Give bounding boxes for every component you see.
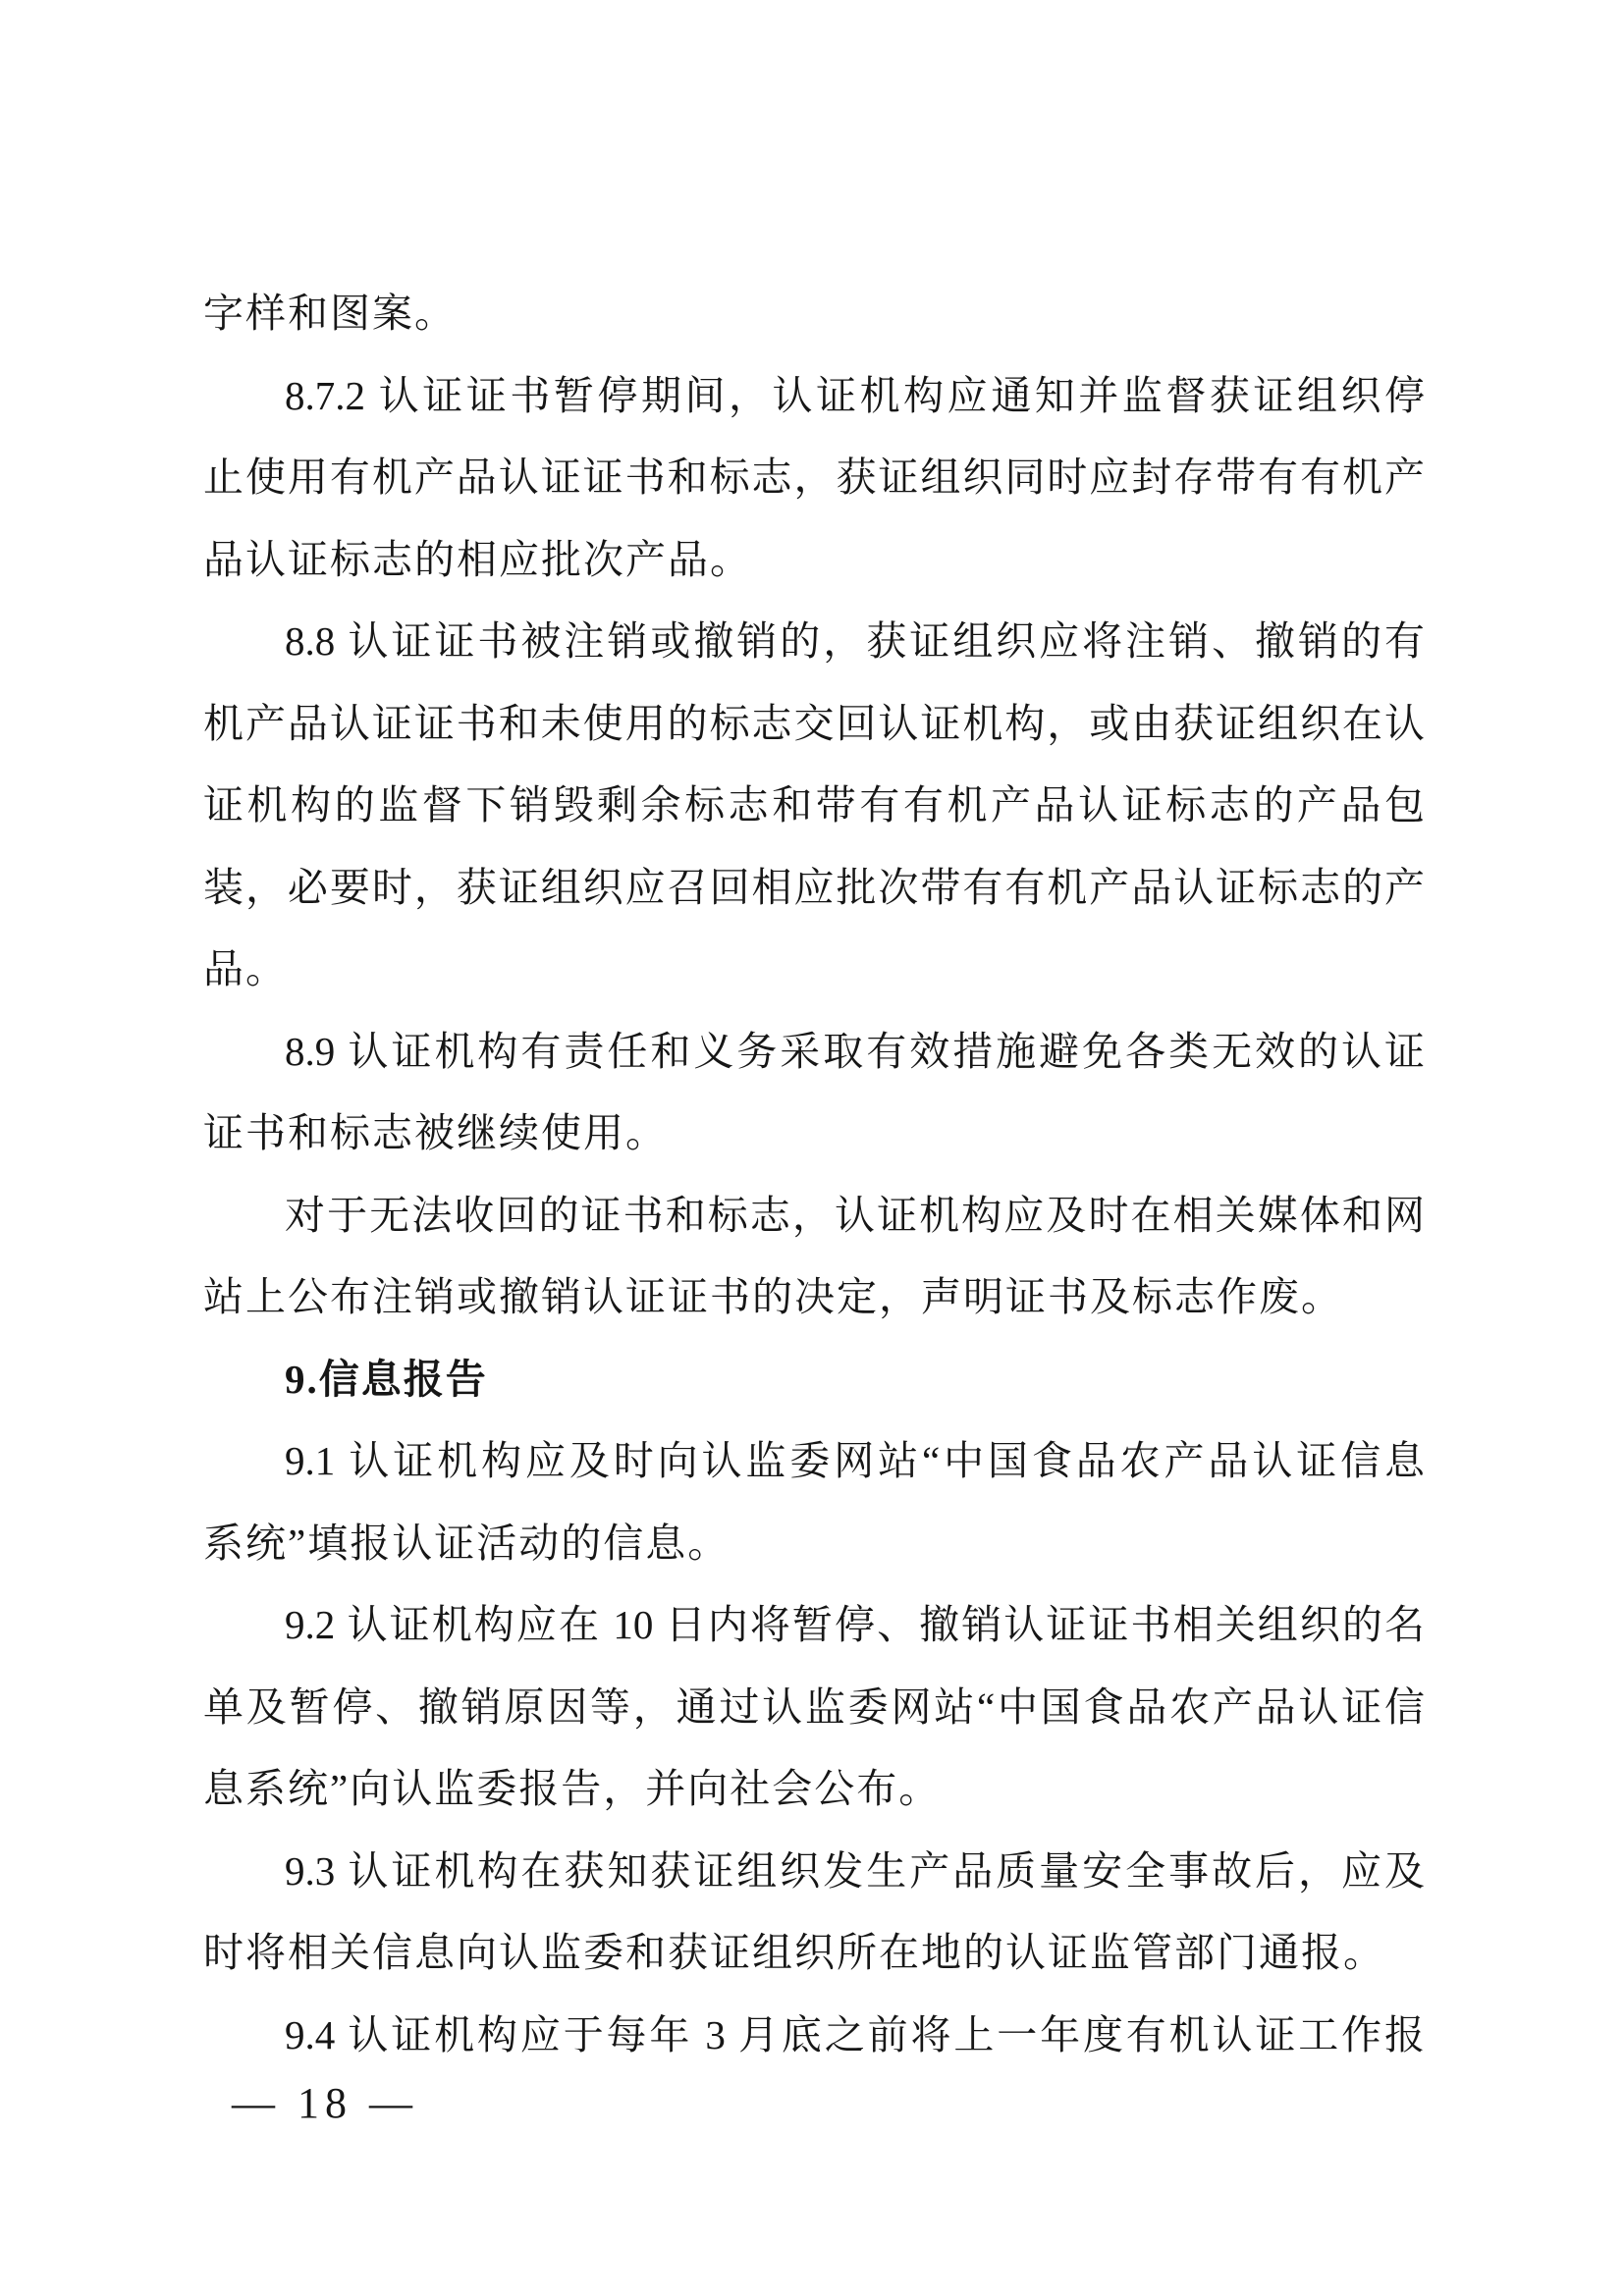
page-number: — 18 — bbox=[232, 2079, 418, 2127]
text-line: 9.4 认证机构应于每年 3 月底之前将上一年度有机认证工作报 bbox=[285, 2011, 1425, 2057]
text-line: 9.1 认证机构应及时向认监委网站“中国食品农产品认证信息 bbox=[285, 1438, 1425, 1483]
text-line: 品认证标志的相应批次产品。 bbox=[203, 536, 752, 582]
text-line: 证书和标志被继续使用。 bbox=[203, 1110, 668, 1155]
text-line: 9.2 认证机构应在 10 日内将暂停、撤销认证证书相关组织的名 bbox=[285, 1602, 1425, 1647]
text-line: 机产品认证证书和未使用的标志交回认证机构，或由获证组织在认 bbox=[203, 700, 1425, 746]
text-line: 8.7.2 认证证书暂停期间，认证机构应通知并监督获证组织停 bbox=[285, 372, 1425, 418]
section-heading: 9.信息报告 bbox=[285, 1356, 488, 1402]
text-line: 8.9 认证机构有责任和义务采取有效措施避免各类无效的认证 bbox=[285, 1028, 1425, 1074]
text-line: 对于无法收回的证书和标志，认证机构应及时在相关媒体和网 bbox=[285, 1192, 1425, 1238]
text-line: 品。 bbox=[203, 946, 288, 991]
text-line: 字样和图案。 bbox=[203, 291, 457, 336]
text-line: 装，必要时，获证组织应召回相应批次带有有机产品认证标志的产 bbox=[203, 864, 1425, 910]
document-body bbox=[203, 273, 1425, 2076]
text-line: 息系统”向认监委报告，并向社会公布。 bbox=[203, 1766, 942, 1811]
text-line: 站上公布注销或撤销认证证书的决定，声明证书及标志作废。 bbox=[203, 1274, 1343, 1319]
text-line: 止使用有机产品认证证书和标志，获证组织同时应封存带有有机产 bbox=[203, 454, 1425, 500]
text-line: 时将相关信息向认监委和获证组织所在地的认证监管部门通报。 bbox=[203, 1930, 1385, 1975]
text-line: 证机构的监督下销毁剩余标志和带有有机产品认证标志的产品包 bbox=[203, 782, 1425, 828]
text-line: 8.8 认证证书被注销或撤销的，获证组织应将注销、撤销的有 bbox=[285, 618, 1425, 664]
text-line: 9.3 认证机构在获知获证组织发生产品质量安全事故后，应及 bbox=[285, 1847, 1425, 1894]
text-line: 单及暂停、撤销原因等，通过认监委网站“中国食品农产品认证信 bbox=[203, 1683, 1425, 1730]
text-line: 系统”填报认证活动的信息。 bbox=[203, 1520, 731, 1566]
